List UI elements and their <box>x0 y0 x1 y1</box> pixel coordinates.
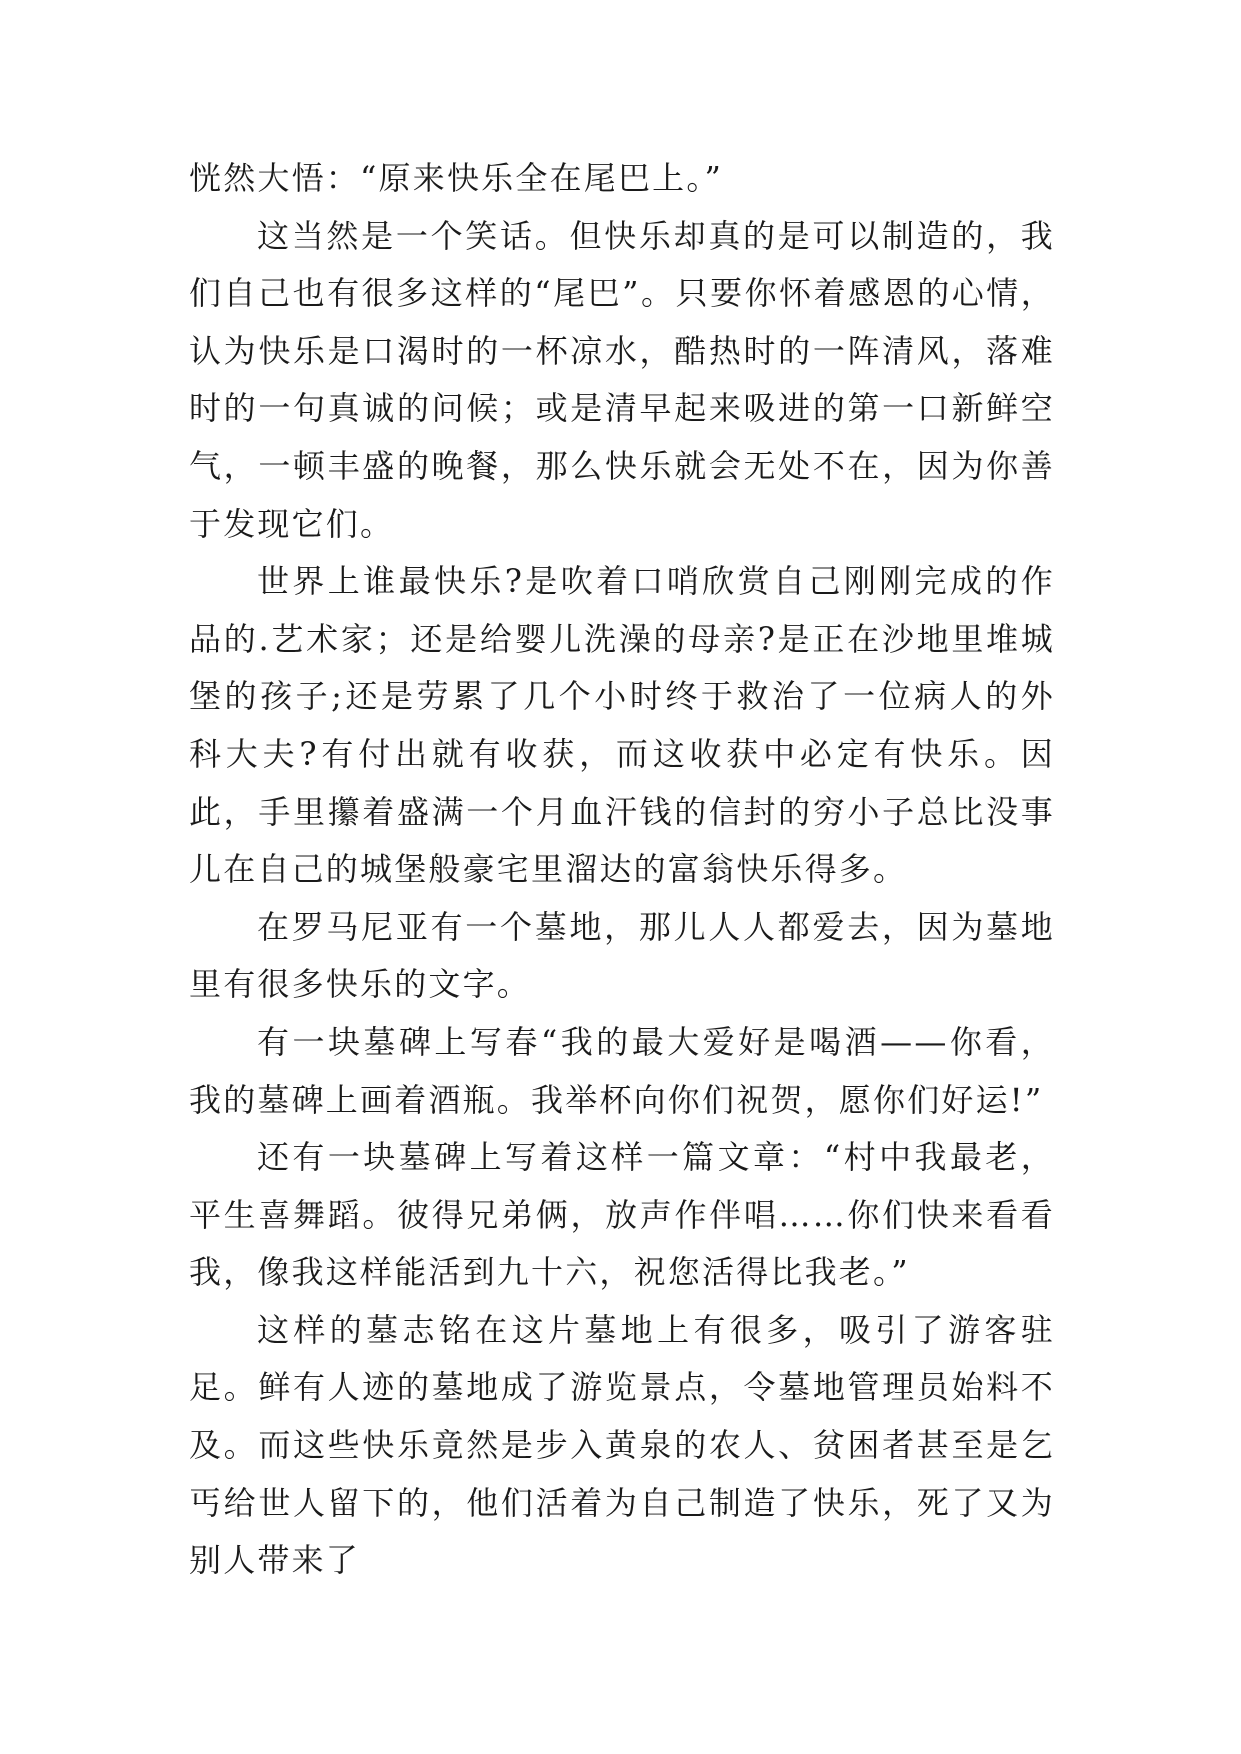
paragraph-6: 还有一块墓碑上写着这样一篇文章：“村中我最老，平生喜舞蹈。彼得兄弟俩，放声作伴唱……你们快来看看我，像我这样能活到九十六，祝您活得比我老。” <box>189 1138 1055 1292</box>
paragraph-3: 世界上谁最快乐?是吹着口哨欣赏自己刚刚完成的作品的.艺术家；还是给婴儿洗澡的母亲?是正在沙地里堆城堡的孩子;还是劳累了几个小时终于救治了一位病人的外科大夫?有付出就有收获，而这收获中必定有快乐。因此，手里攥着盛满一个月血汗钱的信封的穷小子总比没事儿在自己的城堡般豪宅里溜达的富翁快乐得多。 <box>189 562 1055 889</box>
paragraph-4: 在罗马尼亚有一个墓地，那儿人人都爱去，因为墓地里有很多快乐的文字。 <box>189 907 1055 1004</box>
paragraph-5: 有一块墓碑上写春“我的最大爱好是喝酒——你看，我的墓碑上画着酒瓶。我举杯向你们祝贺，愿你们好运!” <box>189 1022 1055 1119</box>
paragraph-7: 这样的墓志铭在这片墓地上有很多，吸引了游客驻足。鲜有人迹的墓地成了游览景点，令墓地管理员始料不及。而这些快乐竟然是步入黄泉的农人、贫困者甚至是乞丐给世人留下的，他们活着为自己制造了快乐，死了又为别人带来了 <box>189 1310 1055 1580</box>
paragraph-1: 恍然大悟：“原来快乐全在尾巴上。” <box>189 159 724 197</box>
paragraph-2: 这当然是一个笑话。但快乐却真的是可以制造的，我们自己也有很多这样的“尾巴”。只要你怀着感恩的心情，认为快乐是口渴时的一杯凉水，酷热时的一阵清风，落难时的一句真诚的问候；或是清早起来吸进的第一口新鲜空气，一顿丰盛的晚餐，那么快乐就会无处不在，因为你善于发现它们。 <box>189 216 1055 543</box>
document-body <box>189 150 1055 1590</box>
